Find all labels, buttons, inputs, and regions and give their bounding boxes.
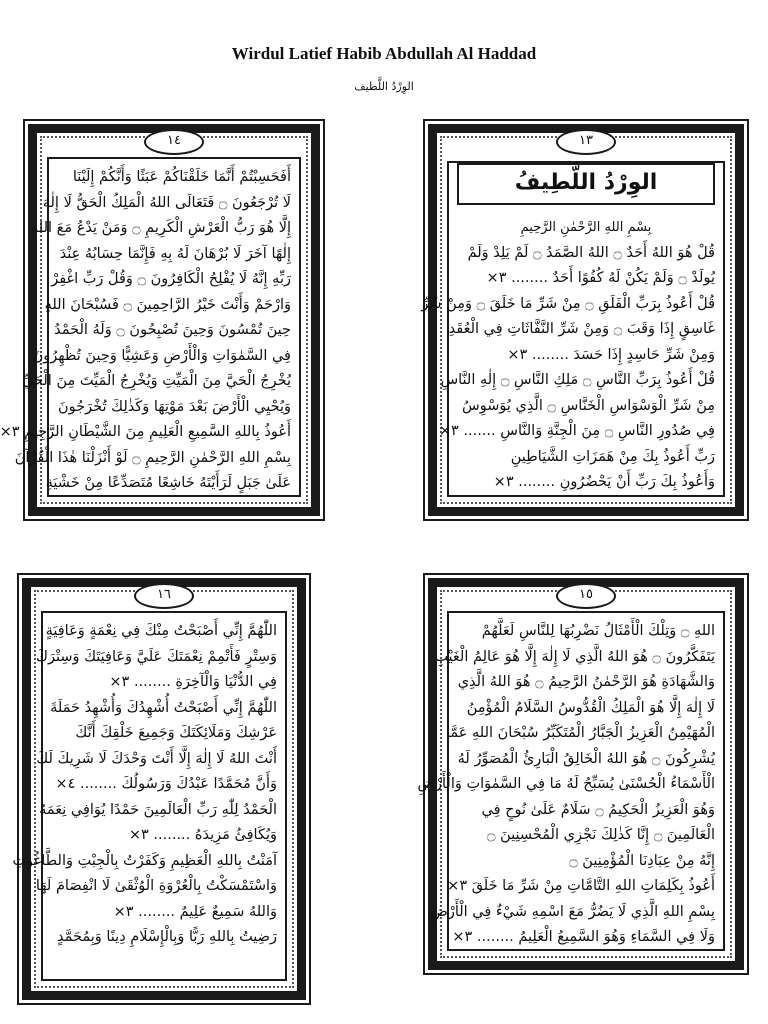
text-line: إِنَّهُ مِنْ عِبَادِنَا الْمُؤْمِنِينَ ۝	[569, 852, 715, 869]
text-line: رَبِّهِ إِنَّهُ لَا يُفْلِحُ الْكَافِرُونَ ۝ وَقُلْ رَبِّ اغْفِرْ	[51, 271, 291, 287]
text-line: وَارْحَمْ وَأَنْتَ خَيْرُ الرَّاحِمِينَ ۝ فَسُبْحَانَ اللهِ	[44, 296, 291, 313]
document-subtitle: الوِرْدُ اللَّطيف	[354, 80, 414, 93]
text-line: يُخْرِجُ الْحَيَّ مِنَ الْمَيِّتِ وَيُخْرِجُ الْمَيِّتَ مِنَ الْحَيِّ	[21, 373, 291, 389]
text-line: غَاسِقٍ إِذَا وَقَبَ ۝ وَمِنْ شَرِّ النَّفَّاثَاتِ فِي الْعُقَدِ	[448, 321, 715, 337]
text-line: لَا تُرْجَعُونَ ۝ فَتَعَالَى اللهُ الْمَلِكُ الْحَقُّ لَا إِلٰهَ	[42, 194, 291, 211]
text-line: لَا إِلٰهَ إِلَّا هُوَ الْمَلِكُ الْقُدُّوسُ السَّلَامُ الْمُؤْمِنُ	[466, 699, 715, 716]
text-line: أَنْتَ اللهُ لَا إِلٰهَ إِلَّا أَنْتَ وَحْدَكَ لَا شَرِيكَ لَكَ	[36, 750, 277, 767]
text-line: الْحَمْدُ لِلّٰهِ رَبِّ الْعَالَمِينَ حَمْدًا يُوَافِي نِعَمَهُ	[39, 801, 277, 818]
text-line: يُشْرِكُونَ ۝ هُوَ اللهُ الْخَالِقُ الْبَارِئُ الْمُصَوِّرُ لَهُ	[457, 750, 715, 767]
text-line: بِسْمِ اللهِ الرَّحْمٰنِ الرَّحِيمِ ۝ لَوْ أَنْزَلْنَا هٰذَا الْقُرْآنَ	[14, 449, 291, 466]
text-line: أَفَحَسِبْتُمْ أَنَّمَا خَلَقْنَاكُمْ عَبَثًا وَأَنَّكُمْ إِلَيْنَا	[72, 169, 291, 185]
page-13-heading: الوِرْدُ اللَّطِيفُ	[457, 163, 715, 205]
text-line: فِي السَّمٰوَاتِ وَالْأَرْضِ وَعَشِيًّا وَحِينَ تُظْهِرُونَ	[32, 347, 291, 364]
text-line: أَعُوذُ بِكَلِمَاتِ اللهِ التَّامَّاتِ مِنْ شَرِّ مَا خَلَقَ ٣×	[447, 878, 715, 894]
page-13-text	[421, 161, 725, 497]
text-line: قُلْ أَعُوذُ بِرَبِّ الْفَلَقِ ۝ مِنْ شَرِّ مَا خَلَقَ ۝ وَمِنْ شَرِّ	[421, 295, 715, 312]
page-14-text	[0, 157, 301, 497]
text-line: وَسِتْرٍ فَأَتْمِمْ نِعْمَتَكَ عَلَيَّ وَعَافِيَتَكَ وَسِتْرَكَ	[36, 648, 277, 665]
text-line: الْمُهَيْمِنُ الْعَزِيزُ الْجَبَّارُ الْمُتَكَبِّرُ سُبْحَانَ اللهِ عَمَّا	[445, 725, 715, 741]
text-line: بِسْمِ اللهِ الَّذِي لَا يَضُرُّ مَعَ اسْمِهِ شَيْءٌ فِي الْأَرْضِ	[430, 903, 715, 920]
text-line: قُلْ أَعُوذُ بِرَبِّ النَّاسِ ۝ مَلِكِ النَّاسِ ۝ إِلٰهِ النَّاسِ	[440, 372, 715, 388]
text-line: فِي صُدُورِ النَّاسِ ۝ مِنَ الْجِنَّةِ وَالنَّاسِ ....... ٣×	[438, 423, 715, 439]
text-line: وَمِنْ شَرِّ حَاسِدٍ إِذَا حَسَدَ ........ ٣×	[507, 346, 715, 363]
text-line: اللّٰهُمَّ إِنِّي أَصْبَحْتُ مِنْكَ فِي نِعْمَةٍ وَعَافِيَةٍ	[45, 623, 277, 639]
text-line: وَلَا فِي السَّمَاءِ وَهُوَ السَّمِيعُ الْعَلِيمُ ........ ٣×	[452, 929, 715, 945]
text-line: اللّٰهُمَّ إِنِّي أَصْبَحْتُ أُشْهِدُكَ وَأُشْهِدُ حَمَلَةَ	[50, 699, 277, 716]
text-line: إِلَّا هُوَ رَبُّ الْعَرْشِ الْكَرِيمِ ۝ وَمَنْ يَدْعُ مَعَ اللهِ	[31, 220, 291, 236]
page-15-text	[417, 611, 725, 951]
text-line: قُلْ هُوَ اللهُ أَحَدٌ ۝ اللهُ الصَّمَدُ ۝ لَمْ يَلِدْ وَلَمْ	[467, 244, 715, 261]
page-16-text	[12, 611, 287, 981]
text-line: رَضِيتُ بِاللهِ رَبًّا وَبِالْإِسْلَامِ دِينًا وَبِمُحَمَّدٍ	[56, 929, 277, 945]
page-number-14: ١٤	[144, 129, 204, 155]
text-line: فِي الدُّنْيَا وَالْآخِرَةِ ........ ٣×	[109, 674, 277, 690]
text-line: وَأَعُوذُ بِكَ رَبِّ أَنْ يَحْضُرُونِ ........ ٣×	[493, 474, 715, 490]
text-line: عَلَىٰ جَبَلٍ لَرَأَيْتَهُ خَاشِعًا مُتَصَدِّعًا مِنْ خَشْيَةِ	[45, 475, 291, 491]
text-line: إِلٰهًا آخَرَ لَا بُرْهَانَ لَهُ بِهِ فَإِنَّمَا حِسَابُهُ عِنْدَ	[59, 245, 291, 262]
basmala: بِسْمِ اللهِ الرَّحْمٰنِ الرَّحِيمِ	[520, 220, 652, 235]
page-number-15: ١٥	[556, 583, 616, 609]
text-line: آمَنْتُ بِاللهِ الْعَظِيمِ وَكَفَرْتُ بِالْجِبْتِ وَالطَّاغُوتِ	[12, 852, 277, 869]
text-line: وَالشَّهَادَةِ هُوَ الرَّحْمٰنُ الرَّحِيمُ ۝ هُوَ اللهُ الَّذِي	[457, 674, 715, 690]
text-line: يَتَفَكَّرُونَ ۝ هُوَ اللهُ الَّذِي لَا إِلٰهَ إِلَّا هُوَ عَالِمُ الْغَيْبِ	[434, 648, 715, 665]
text-line: وَاسْتَمْسَكْتُ بِالْعُرْوَةِ الْوُثْقَىٰ لَا انْفِصَامَ لَهَا	[35, 878, 277, 894]
text-line: وَاللهُ سَمِيعٌ عَلِيمٌ ........ ٣×	[113, 903, 277, 920]
text-line: وَهُوَ الْعَزِيزُ الْحَكِيمُ ۝ سَلَامٌ عَلَىٰ نُوحٍ فِي	[481, 801, 715, 818]
document-title: Wirdul Latief Habib Abdullah Al Haddad	[231, 44, 537, 63]
page-number-16: ١٦	[134, 583, 194, 609]
text-line: عَرْشِكَ وَمَلَائِكَتَكَ وَجَمِيعَ خَلْقِكَ أَنَّكَ	[75, 725, 277, 741]
text-line: وَأَنَّ مُحَمَّدًا عَبْدُكَ وَرَسُولُكَ ........ ٤×	[55, 776, 277, 792]
text-line: وَيُحْيِي الْأَرْضَ بَعْدَ مَوْتِهَا وَكَذٰلِكَ تُخْرَجُونَ	[58, 398, 291, 415]
text-line: وَيُكَافِئُ مَزِيدَهُ ........ ٣×	[128, 827, 277, 843]
page-15	[417, 578, 744, 970]
text-line: أَعُوذُ بِاللهِ السَّمِيعِ الْعَلِيمِ مِنَ الشَّيْطَانِ الرَّجِيمِ ٣×	[0, 424, 291, 440]
text-line: رَبِّ أَعُوذُ بِكَ مِنْ هَمَزَاتِ الشَّيَاطِينِ	[510, 448, 715, 465]
text-line: مِنْ شَرِّ الْوَسْوَاسِ الْخَنَّاسِ ۝ الَّذِي يُوَسْوِسُ	[462, 397, 715, 414]
page-14	[0, 124, 320, 516]
page-number-13: ١٣	[556, 129, 616, 155]
page-13	[421, 124, 744, 516]
text-line: حِينَ تُمْسُونَ وَحِينَ تُصْبِحُونَ ۝ وَلَهُ الْحَمْدُ	[54, 322, 291, 338]
page-16	[12, 578, 306, 1000]
text-line: يُولَدْ ۝ وَلَمْ يَكُنْ لَهُ كُفُوًا أَحَدٌ ........ ٣×	[486, 270, 715, 286]
text-line: الْأَسْمَاءُ الْحُسْنَىٰ يُسَبِّحُ لَهُ مَا فِي السَّمٰوَاتِ وَالْأَرْضِ	[417, 776, 715, 792]
text-line: الْعَالَمِينَ ۝ إِنَّا كَذٰلِكَ نَجْزِي الْمُحْسِنِينَ ۝	[486, 827, 715, 843]
text-line: اللهِ ۝ وَتِلْكَ الْأَمْثَالُ نَضْرِبُهَا لِلنَّاسِ لَعَلَّهُمْ	[481, 623, 715, 639]
